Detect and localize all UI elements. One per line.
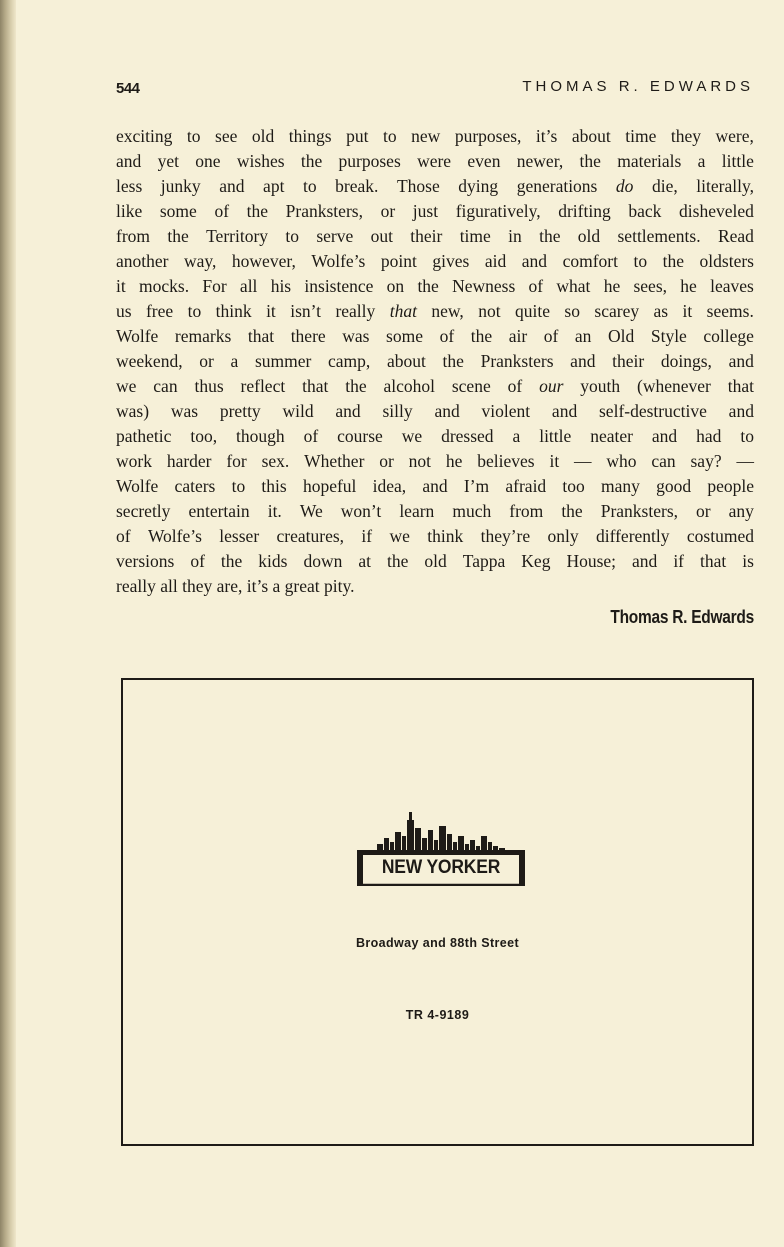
text-line: Wolfe remarks that there was some of the air of an Old Style college: [116, 326, 754, 346]
text-line: versions of the kids down at the old Tappa Keg House; and if that is: [116, 551, 754, 571]
text-line: really all they are, it’s a great pity.: [116, 576, 355, 596]
text-line: of Wolfe’s lesser creatures, if we think they’re only differently costumed: [116, 526, 754, 546]
text-line: from the Territory to serve out their time in the old settlements. Read: [116, 226, 754, 246]
text-line: weekend, or a summer camp, about the Pranksters and their doings, and: [116, 351, 754, 371]
text-line: Wolfe caters to this hopeful idea, and I’m afraid too many good people: [116, 476, 754, 496]
text-line: secretly entertain it. We won’t learn much from the Pranksters, or any: [116, 501, 754, 521]
text-line: like some of the Pranksters, or just figuratively, drifting back disheveled: [116, 201, 754, 221]
advertisement: [121, 678, 754, 1146]
ad-phone: TR 4-9189: [405, 1008, 470, 1022]
text-line: we can thus reflect that the alcohol scene of our youth (whenever that: [116, 376, 754, 396]
text-line: less junky and apt to break. Those dying generations do die, literally,: [116, 176, 754, 196]
text-line: was) was pretty wild and silly and violent and self-destructive and: [116, 401, 754, 421]
article-body: [116, 124, 754, 599]
text-line: it mocks. For all his insistence on the Newness of what he sees, he leaves: [116, 276, 754, 296]
logo-text: NEW YORKER: [381, 857, 501, 878]
text-line: and yet one wishes the purposes were even newer, the materials a little: [116, 151, 754, 171]
running-head: [116, 78, 754, 100]
text-line: pathetic too, though of course we dressed a little neater and had to: [116, 426, 754, 446]
text-line: exciting to see old things put to new purposes, it’s about time they were,: [116, 126, 754, 146]
page-number: 544: [116, 80, 140, 97]
ad-address: Broadway and 88th Street: [355, 936, 520, 950]
text-line: work harder for sex. Whether or not he believes it — who can say? —: [116, 451, 754, 471]
text-line: another way, however, Wolfe’s point gives aid and comfort to the oldsters: [116, 251, 754, 271]
author-signature: Thomas R. Edwards: [610, 607, 754, 627]
text-line: us free to think it isn’t really that new, not quite so scarey as it seems.: [116, 301, 754, 321]
running-head-author: THOMAS R. EDWARDS: [522, 78, 754, 95]
